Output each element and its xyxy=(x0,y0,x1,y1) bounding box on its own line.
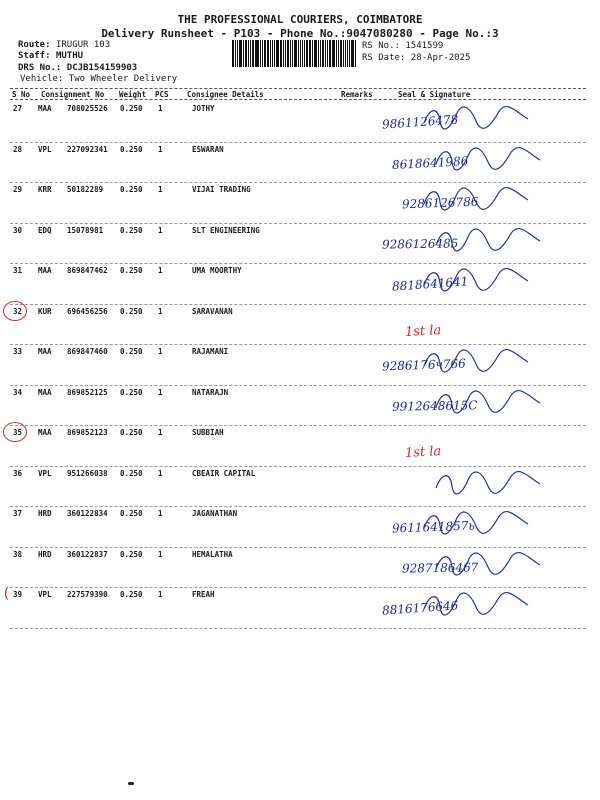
table-row xyxy=(10,182,586,223)
consignment-prefix: MAA xyxy=(38,104,52,113)
handwritten-signature: 9286176ч766 xyxy=(381,356,467,374)
row-separator xyxy=(10,628,586,629)
row-sno: 31 xyxy=(13,266,23,275)
row-pcs: 1 xyxy=(158,347,163,356)
row-weight: 0.250 xyxy=(120,590,143,599)
consignment-prefix: MAA xyxy=(38,266,52,275)
row-weight: 0.250 xyxy=(120,549,143,559)
handwritten-signature: 9286126485 xyxy=(381,235,459,252)
row-sno: 34 xyxy=(13,387,23,397)
consignee-name: JOTHY xyxy=(192,104,215,113)
row-pcs: 1 xyxy=(158,428,163,437)
col-consignee: Consignee Details xyxy=(187,90,264,99)
signature-scribble xyxy=(432,225,552,255)
header-bottom-rule xyxy=(10,99,586,100)
drs-value: DCJB154159903 xyxy=(66,63,138,73)
consignee-name: CBEAIR CAPITAL xyxy=(192,468,256,478)
rs-no-value: 1541599 xyxy=(405,41,444,51)
signature-scribble xyxy=(420,346,540,376)
row-pcs: 1 xyxy=(158,468,163,478)
consignment-number: 869852125 xyxy=(67,387,108,397)
signature-stroke xyxy=(436,471,540,493)
consignment-prefix: KRR xyxy=(38,185,52,194)
table-row xyxy=(10,587,586,628)
route-line xyxy=(18,40,110,50)
row-sno: 30 xyxy=(13,225,23,235)
consignment-prefix: VPL xyxy=(38,590,52,599)
consignment-number: 50182289 xyxy=(67,185,104,194)
rs-date-label: RS Date: xyxy=(362,53,406,63)
signature-stroke xyxy=(424,188,528,210)
signature-scribble xyxy=(420,265,540,295)
handwritten-signature: 9912648615C xyxy=(391,397,478,414)
signature-scribble xyxy=(432,468,552,498)
row-sno: 35 xyxy=(13,428,23,437)
handwritten-signature: 9611641857ь xyxy=(391,518,476,536)
handwritten-signature: 1st la xyxy=(404,444,442,461)
row-weight: 0.250 xyxy=(120,185,143,194)
signature-stroke xyxy=(436,147,540,169)
row-weight: 0.250 xyxy=(120,387,143,397)
consignment-prefix: MAA xyxy=(38,347,52,356)
row-pcs: 1 xyxy=(158,104,163,113)
table-row xyxy=(10,385,586,426)
row-sno: 36 xyxy=(13,468,23,478)
consignment-number: 951266038 xyxy=(67,468,108,478)
row-sno: 27 xyxy=(13,104,23,113)
consignment-number: 15078981 xyxy=(67,225,104,235)
signature-scribble xyxy=(420,103,540,133)
col-seal: Seal & Signature xyxy=(398,90,471,99)
row-pcs: 1 xyxy=(158,225,163,235)
consignment-prefix: VPL xyxy=(38,468,52,478)
consignee-name: UMA MOORTHY xyxy=(192,266,242,275)
barcode xyxy=(232,40,357,67)
consignment-prefix: KUR xyxy=(38,306,52,316)
signature-scribble xyxy=(432,144,552,174)
signature-stroke xyxy=(424,593,528,615)
handwritten-signature: 8618641986 xyxy=(391,153,469,172)
row-sno: 29 xyxy=(13,185,23,194)
signature-stroke xyxy=(436,552,540,574)
consignee-name: JAGANATHAN xyxy=(192,509,238,518)
table-row xyxy=(10,263,586,304)
table-row xyxy=(10,547,586,588)
handwritten-signature: 9287186467 xyxy=(401,559,479,576)
consignment-prefix: HRD xyxy=(38,549,52,559)
vehicle-value: Two Wheeler Delivery xyxy=(68,74,178,84)
row-pcs: 1 xyxy=(158,185,163,194)
consignment-number: 360122834 xyxy=(67,509,108,518)
consignment-number: 708025526 xyxy=(67,104,108,113)
consignment-number: 869847460 xyxy=(67,347,108,356)
signature-scribble xyxy=(420,508,540,538)
consignee-name: RAJAMANI xyxy=(192,347,229,356)
signature-scribble xyxy=(432,549,552,579)
document-title: THE PROFESSIONAL COURIERS, COIMBATORE xyxy=(177,13,423,26)
header-top-rule xyxy=(10,88,586,89)
consignee-name: HEMALATHA xyxy=(192,549,233,559)
row-weight: 0.250 xyxy=(120,428,143,437)
row-weight: 0.250 xyxy=(120,144,143,154)
drs-label: DRS No.: xyxy=(18,63,62,73)
consignee-name: SARAVANAN xyxy=(192,306,233,316)
consignment-number: 869852123 xyxy=(67,428,108,437)
consignment-prefix: HRD xyxy=(38,509,52,518)
row-sno: 38 xyxy=(13,549,23,559)
scan-speck xyxy=(128,782,134,785)
row-sno: 32 xyxy=(13,306,23,316)
table-row xyxy=(10,101,586,142)
row-sno: 39 xyxy=(13,590,23,599)
consignee-name: ESWARAN xyxy=(192,144,224,154)
row-weight: 0.250 xyxy=(120,347,143,356)
row-circle-mark xyxy=(3,422,27,442)
row-sno: 33 xyxy=(13,347,23,356)
consignment-prefix: MAA xyxy=(38,387,52,397)
vehicle-label: Vehicle: xyxy=(20,74,64,84)
drs-line xyxy=(18,63,137,73)
handwritten-signature: 8818641641 xyxy=(391,274,469,294)
staff-label: Staff: xyxy=(18,51,51,61)
row-weight: 0.250 xyxy=(120,468,143,478)
table-row xyxy=(10,425,586,466)
table-row xyxy=(10,466,586,507)
signature-scribble xyxy=(432,387,552,417)
row-pcs: 1 xyxy=(158,306,163,316)
consignment-number: 360122837 xyxy=(67,549,108,559)
row-weight: 0.250 xyxy=(120,306,143,316)
row-pcs: 1 xyxy=(158,387,163,397)
row-pcs: 1 xyxy=(158,509,163,518)
consignee-name: FREAH xyxy=(192,590,215,599)
signature-stroke xyxy=(424,350,528,372)
handwritten-signature: 1st la xyxy=(404,322,442,340)
consignee-name: SUBBIAH xyxy=(192,428,224,437)
signature-stroke xyxy=(436,390,540,412)
col-remarks: Remarks xyxy=(341,90,373,99)
consignment-prefix: EDQ xyxy=(38,225,52,235)
consignment-number: 696456256 xyxy=(67,306,108,316)
rs-no-label: RS No.: xyxy=(362,41,400,51)
row-weight: 0.250 xyxy=(120,104,143,113)
row-pcs: 1 xyxy=(158,549,163,559)
col-consignment: Consignment No xyxy=(41,90,105,99)
consignee-name: VIJAI TRADING xyxy=(192,185,251,194)
consignee-name: NATARAJN xyxy=(192,387,229,397)
col-sno: S No xyxy=(12,90,31,99)
row-pcs: 1 xyxy=(158,590,163,599)
margin-bracket-mark: ( xyxy=(2,586,11,602)
staff-line xyxy=(18,51,83,61)
signature-stroke xyxy=(436,228,540,250)
route-label: Route: xyxy=(18,40,51,50)
route-value: IRUGUR 103 xyxy=(55,40,111,50)
consignment-number: 227579390 xyxy=(67,590,108,599)
table-row xyxy=(10,344,586,385)
consignment-prefix: VPL xyxy=(38,144,52,154)
col-pcs: PCS xyxy=(155,90,169,99)
handwritten-signature: 9861126478 xyxy=(381,112,459,132)
row-pcs: 1 xyxy=(158,266,163,275)
rs-date-line xyxy=(362,53,470,63)
signature-stroke xyxy=(424,107,528,129)
handwritten-signature: 8816176646 xyxy=(381,598,459,618)
rs-no-line xyxy=(362,41,443,51)
row-sno: 28 xyxy=(13,144,23,154)
table-row xyxy=(10,506,586,547)
table-row xyxy=(10,223,586,264)
table-row xyxy=(10,142,586,183)
staff-value: MUTHU xyxy=(55,51,84,61)
row-weight: 0.250 xyxy=(120,509,143,518)
signature-stroke xyxy=(424,269,528,291)
runsheet-subtitle: Delivery Runsheet - P103 - Phone No.:9047080280 - Page No.:3 xyxy=(101,27,499,40)
signature-scribble xyxy=(420,184,540,214)
consignee-name: SLT ENGINEERING xyxy=(192,225,260,235)
consignment-prefix: MAA xyxy=(38,428,52,437)
row-sno: 37 xyxy=(13,509,23,518)
table-row xyxy=(10,304,586,345)
col-weight: Weight xyxy=(119,90,147,99)
rs-date-value: 28-Apr-2025 xyxy=(410,53,471,63)
vehicle-line xyxy=(20,74,177,84)
row-weight: 0.250 xyxy=(120,225,143,235)
row-circle-mark xyxy=(3,301,27,321)
row-pcs: 1 xyxy=(158,144,163,154)
handwritten-signature: 9286126786 xyxy=(401,194,479,212)
consignment-number: 227092341 xyxy=(67,144,108,154)
signature-scribble xyxy=(420,589,540,619)
row-weight: 0.250 xyxy=(120,266,143,275)
consignment-number: 869847462 xyxy=(67,266,108,275)
signature-stroke xyxy=(424,512,528,534)
